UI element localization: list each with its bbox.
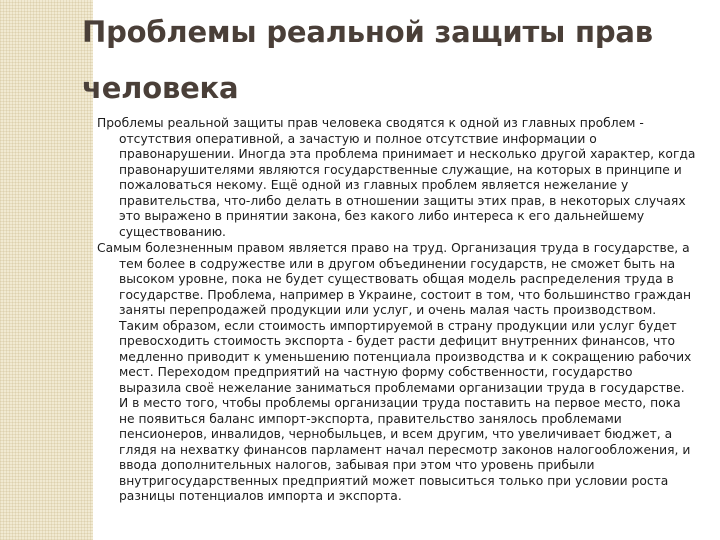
paragraph-right-to-work: Самым болезненным правом является право на труд. Организация труда в государстве, а тем более в содружестве или в другом объединении государств, не сможет быть на высоком уровне, пока не будет существовать общая модель распределения труда в государстве. Проблема, например в Украине, состоит в том, что большинство граждан заняты перепродажей продукции или услуг, и очень малая часть производством. Таким образом, если стоимость импортируемой в страну продукции или услуг будет превосходить стоимость экспорта - будет расти дефицит внутренних финансов, что медленно приводит к уменьшению потенциала производства и к сокращению рабочих мест. Переходом предприятий на частную форму собственности, государство выразила своё нежелание заниматься проблемами организации труда в государстве. И в место того, чтобы проблемы организации труда поставить на первое место, пока не появиться баланс импорт-экспорта, правительство занялось проблемами пенсионеров, инвалидов, чернобыльцев, и всем другим, что увеличивает бюджет, а глядя на нехватку финансов парламент начал пересмотр законов налогообложения, и ввода дополнительных налогов, забывая при этом что уровень прибыли внутригосударственных предприятий может повыситься только при условии роста разницы потенциалов импорта и экспорта.	[97, 241, 692, 503]
decorative-side-band	[0, 0, 93, 540]
slide-body	[97, 116, 697, 506]
slide-title: Проблемы реальной защиты прав человека	[82, 15, 653, 105]
paragraph-human-rights-problems: Проблемы реальной защиты прав человека сводятся к одной из главных проблем - отсутствия оперативной, а зачастую и полное отсутствие информации о правонарушении. Иногда эта проблема принимает и несколько другой характер, когда правонарушителями являются государственные служащие, на которых в принципе и пожаловаться некому. Ещё одной из главных проблем является нежелание у правительства, что-либо делать в отношении защиты этих прав, в некоторых случаях это выражено в принятии закона, без какого либо интереса к его дальнейшему существованию.	[97, 116, 696, 239]
